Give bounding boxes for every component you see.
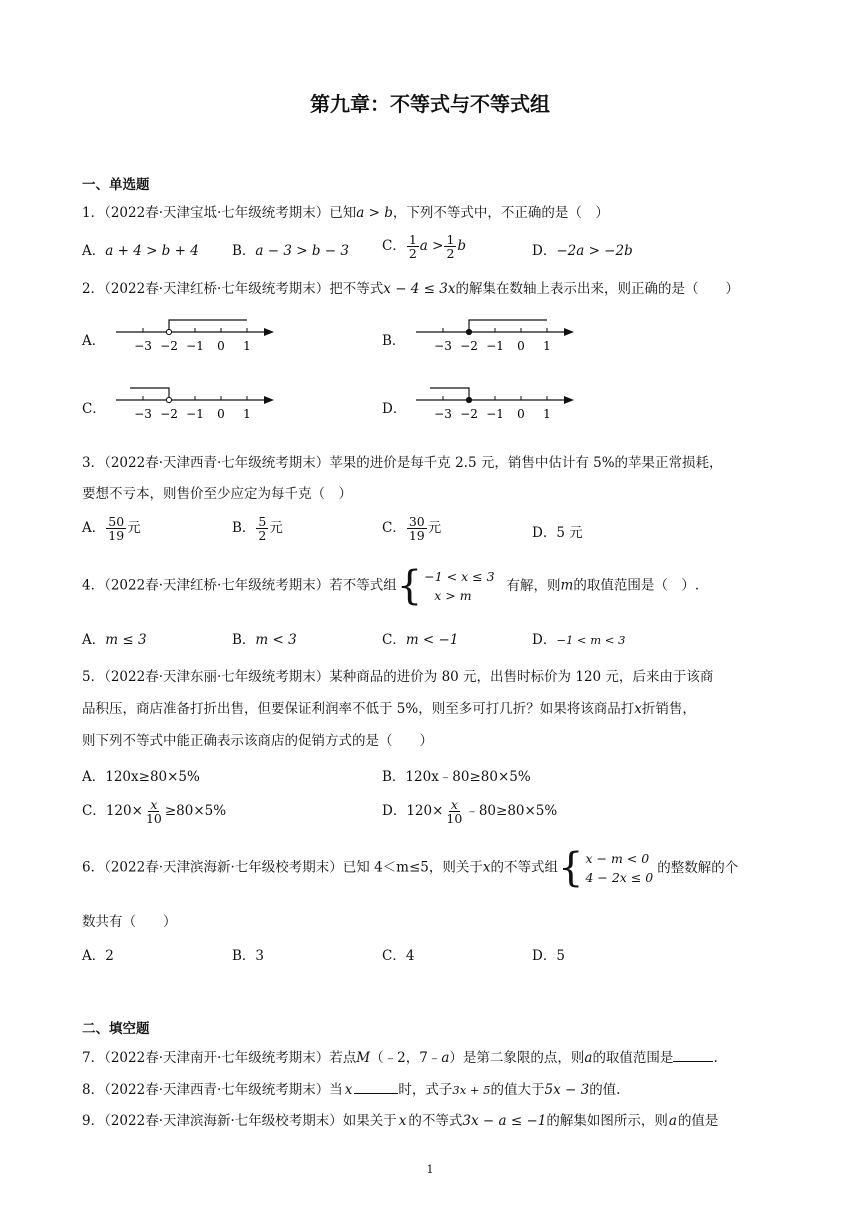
question-8: 8．（2022春·天津西青·七年级统考期末）当 x 时，式子3x + 5的值大于5x − 3的值. xyxy=(82,1082,621,1098)
svg-text:0: 0 xyxy=(517,339,525,353)
question-5: 5．（2022春·天津东丽·七年级统考期末）某种商品的进价为 80 元，出售时标价为 120 元，后来由于该商 xyxy=(82,669,714,685)
brace-icon: { xyxy=(396,563,423,609)
question-3: 3．（2022春·天津西青·七年级统考期末）苹果的进价是每千克 2.5 元，销售中估计有 5%的苹果正常损耗， xyxy=(82,455,723,471)
q4-option-b[interactable]: B．m < 3 xyxy=(232,632,297,648)
question-3-line-2: 要想不亏本，则售价至少应定为每千克（ ） xyxy=(82,486,352,502)
question-5-line-3: 则下列不等式中能正确表示该商店的促销方式的是（ ） xyxy=(82,733,433,749)
question-text: ，下列不等式中，不正确的是（ ） xyxy=(392,205,609,221)
q4-option-d[interactable]: D．−1 < m < 3 xyxy=(532,632,626,648)
question-5-line-2: 品积压，商店准备打折出售，但要保证利润率不低于 5%，则至多可打几折？如果将该商品打x折销售， xyxy=(82,701,696,717)
question-2: 2．（2022春·天津红桥·七年级统考期末）把不等式x − 4 ≤ 3x的解集在数轴上表示出来，则正确的是（ ） xyxy=(82,281,739,297)
condition: a > b xyxy=(356,205,393,221)
svg-text:−1: −1 xyxy=(486,339,504,353)
question-source: （2022春·天津东丽·七年级统考期末） xyxy=(104,669,330,685)
fraction: $\frac{50}{19}$ xyxy=(108,514,125,544)
q5-option-d[interactable]: D．120× $\frac{x}{10}$ ﹣80≥80×5% xyxy=(382,797,558,827)
fraction: $\frac{x}{10}$ xyxy=(145,797,162,827)
question-source: （2022春·天津西青·七年级统考期末） xyxy=(104,1082,330,1098)
svg-text:−1: −1 xyxy=(186,407,204,421)
question-number: 2． xyxy=(82,281,105,297)
question-1 xyxy=(82,205,609,221)
fraction: $\frac{x}{10}$ xyxy=(446,797,463,827)
q3-option-a[interactable]: A． $\frac{50}{19}$ 元 xyxy=(82,514,141,544)
q2-number-line-b[interactable] xyxy=(412,318,577,358)
svg-text:−2: −2 xyxy=(460,339,478,353)
svg-text:−3: −3 xyxy=(434,407,452,421)
question-source: （2022春·天津南开·七年级统考期末） xyxy=(104,1050,330,1066)
q4-option-c[interactable]: C．m < −1 xyxy=(382,632,459,648)
svg-text:1: 1 xyxy=(543,339,551,353)
fraction: $\frac{1}{2}$ xyxy=(408,232,417,262)
q1-option-d[interactable]: D．−2a > −2b xyxy=(532,243,633,259)
q5-option-a[interactable]: A．120x≥80×5% xyxy=(82,769,200,785)
svg-text:1: 1 xyxy=(543,407,551,421)
svg-text:0: 0 xyxy=(217,407,225,421)
q2-number-line-c[interactable] xyxy=(112,386,277,426)
q2-option-b-label[interactable]: B． xyxy=(382,333,406,349)
inequality-system: −1 < x ≤ 3 x > m xyxy=(424,568,495,603)
svg-text:0: 0 xyxy=(217,339,225,353)
number-line-diagram xyxy=(412,318,577,358)
svg-text:0: 0 xyxy=(517,407,525,421)
svg-text:−3: −3 xyxy=(434,339,452,353)
section-heading-single-choice: 一、单选题 xyxy=(82,177,150,193)
page-title: 第九章：不等式与不等式组 xyxy=(310,92,550,116)
inequality-system: x − m < 0 4 − 2x ≤ 0 xyxy=(585,850,654,885)
question-number: 1． xyxy=(82,205,105,221)
svg-text:1: 1 xyxy=(243,407,251,421)
q3-option-c[interactable]: C． $\frac{30}{19}$ 元 xyxy=(382,514,442,544)
question-number: 5． xyxy=(82,669,105,685)
q6-option-b[interactable]: B．3 xyxy=(232,948,265,964)
q2-option-d-label[interactable]: D． xyxy=(382,401,407,417)
question-7: 7．（2022春·天津南开·七年级统考期末）若点M（﹣2，7﹣a）是第二象限的点，则a的取值范围是 . xyxy=(82,1050,718,1066)
q6-option-a[interactable]: A．2 xyxy=(82,948,114,964)
q6-option-c[interactable]: C．4 xyxy=(382,948,415,964)
q2-option-a-label[interactable]: A． xyxy=(82,333,106,349)
answer-blank[interactable] xyxy=(354,1081,398,1094)
number-line-diagram xyxy=(112,386,277,426)
question-number: 4． xyxy=(82,577,105,594)
svg-text:−1: −1 xyxy=(186,339,204,353)
number-line-diagram xyxy=(112,318,277,358)
q6-option-d[interactable]: D．5 xyxy=(532,948,565,964)
question-number: 8． xyxy=(82,1082,105,1098)
q2-number-line-d[interactable] xyxy=(412,386,577,426)
fraction: $\frac{30}{19}$ xyxy=(408,514,425,544)
brace-icon: { xyxy=(558,845,584,891)
question-6: 6．（2022春·天津滨海新·七年级校考期末）已知 4＜m≤5，则关于x的不等式组{ x − m < 0 4 − 2x ≤ 0 的整数解的个 xyxy=(82,845,739,891)
question-number: 3． xyxy=(82,455,105,471)
q1-option-a[interactable]: A．a + 4 > b + 4 xyxy=(82,243,199,259)
inequality: x − 4 ≤ 3x xyxy=(383,281,456,297)
question-source: （2022春·天津宝坻·七年级统考期末） xyxy=(104,205,330,221)
answer-blank[interactable] xyxy=(673,1049,713,1062)
q5-option-c[interactable]: C．120× $\frac{x}{10}$ ≥80×5% xyxy=(82,797,227,827)
question-source: （2022春·天津红桥·七年级统考期末） xyxy=(104,577,330,594)
question-source: （2022春·天津红桥·七年级统考期末） xyxy=(104,281,330,297)
svg-text:−3: −3 xyxy=(134,339,152,353)
svg-text:−1: −1 xyxy=(486,407,504,421)
q2-option-c-label[interactable]: C． xyxy=(82,401,106,417)
question-number: 6． xyxy=(82,859,105,876)
question-text: 已知 xyxy=(329,205,357,221)
svg-text:−2: −2 xyxy=(160,407,178,421)
fraction: $\frac{1}{2}$ xyxy=(446,232,455,262)
question-9: 9．（2022春·天津滨海新·七年级校考期末）如果关于 x 的不等式3x − a ≤ −1的解集如图所示，则a的值是 xyxy=(82,1113,719,1129)
q1-option-b[interactable]: B．a − 3 > b − 3 xyxy=(232,243,349,259)
svg-text:1: 1 xyxy=(243,339,251,353)
q3-option-d[interactable]: D．5 元 xyxy=(532,525,583,541)
section-heading-fill-in: 二、填空题 xyxy=(82,1021,150,1037)
question-6-line-2: 数共有（ ） xyxy=(82,914,177,930)
q5-option-b[interactable]: B．120x﹣80≥80×5% xyxy=(382,769,531,785)
number-line-diagram xyxy=(412,386,577,426)
q1-option-c[interactable]: C． $\frac{1}{2}$ a > $\frac{1}{2}$ b xyxy=(382,232,467,262)
svg-text:−2: −2 xyxy=(460,407,478,421)
svg-text:−3: −3 xyxy=(134,407,152,421)
svg-text:−2: −2 xyxy=(160,339,178,353)
question-source: （2022春·天津滨海新·七年级校考期末） xyxy=(104,1113,343,1129)
question-source: （2022春·天津滨海新·七年级校考期末） xyxy=(104,859,343,876)
question-number: 9． xyxy=(82,1113,105,1129)
question-number: 7． xyxy=(82,1050,105,1066)
question-4: 4．（2022春·天津红桥·七年级统考期末）若不等式组{ −1 < x ≤ 3 x > m 有解，则m的取值范围是（ ）. xyxy=(82,563,700,609)
q4-option-a[interactable]: A．m ≤ 3 xyxy=(82,632,147,648)
fraction: $\frac{5}{2}$ xyxy=(258,514,267,544)
q2-number-line-a[interactable] xyxy=(112,318,277,358)
page-number: 1 xyxy=(426,1163,434,1176)
question-source: （2022春·天津西青·七年级统考期末） xyxy=(104,455,330,471)
q3-option-b[interactable]: B． $\frac{5}{2}$ 元 xyxy=(232,514,283,544)
